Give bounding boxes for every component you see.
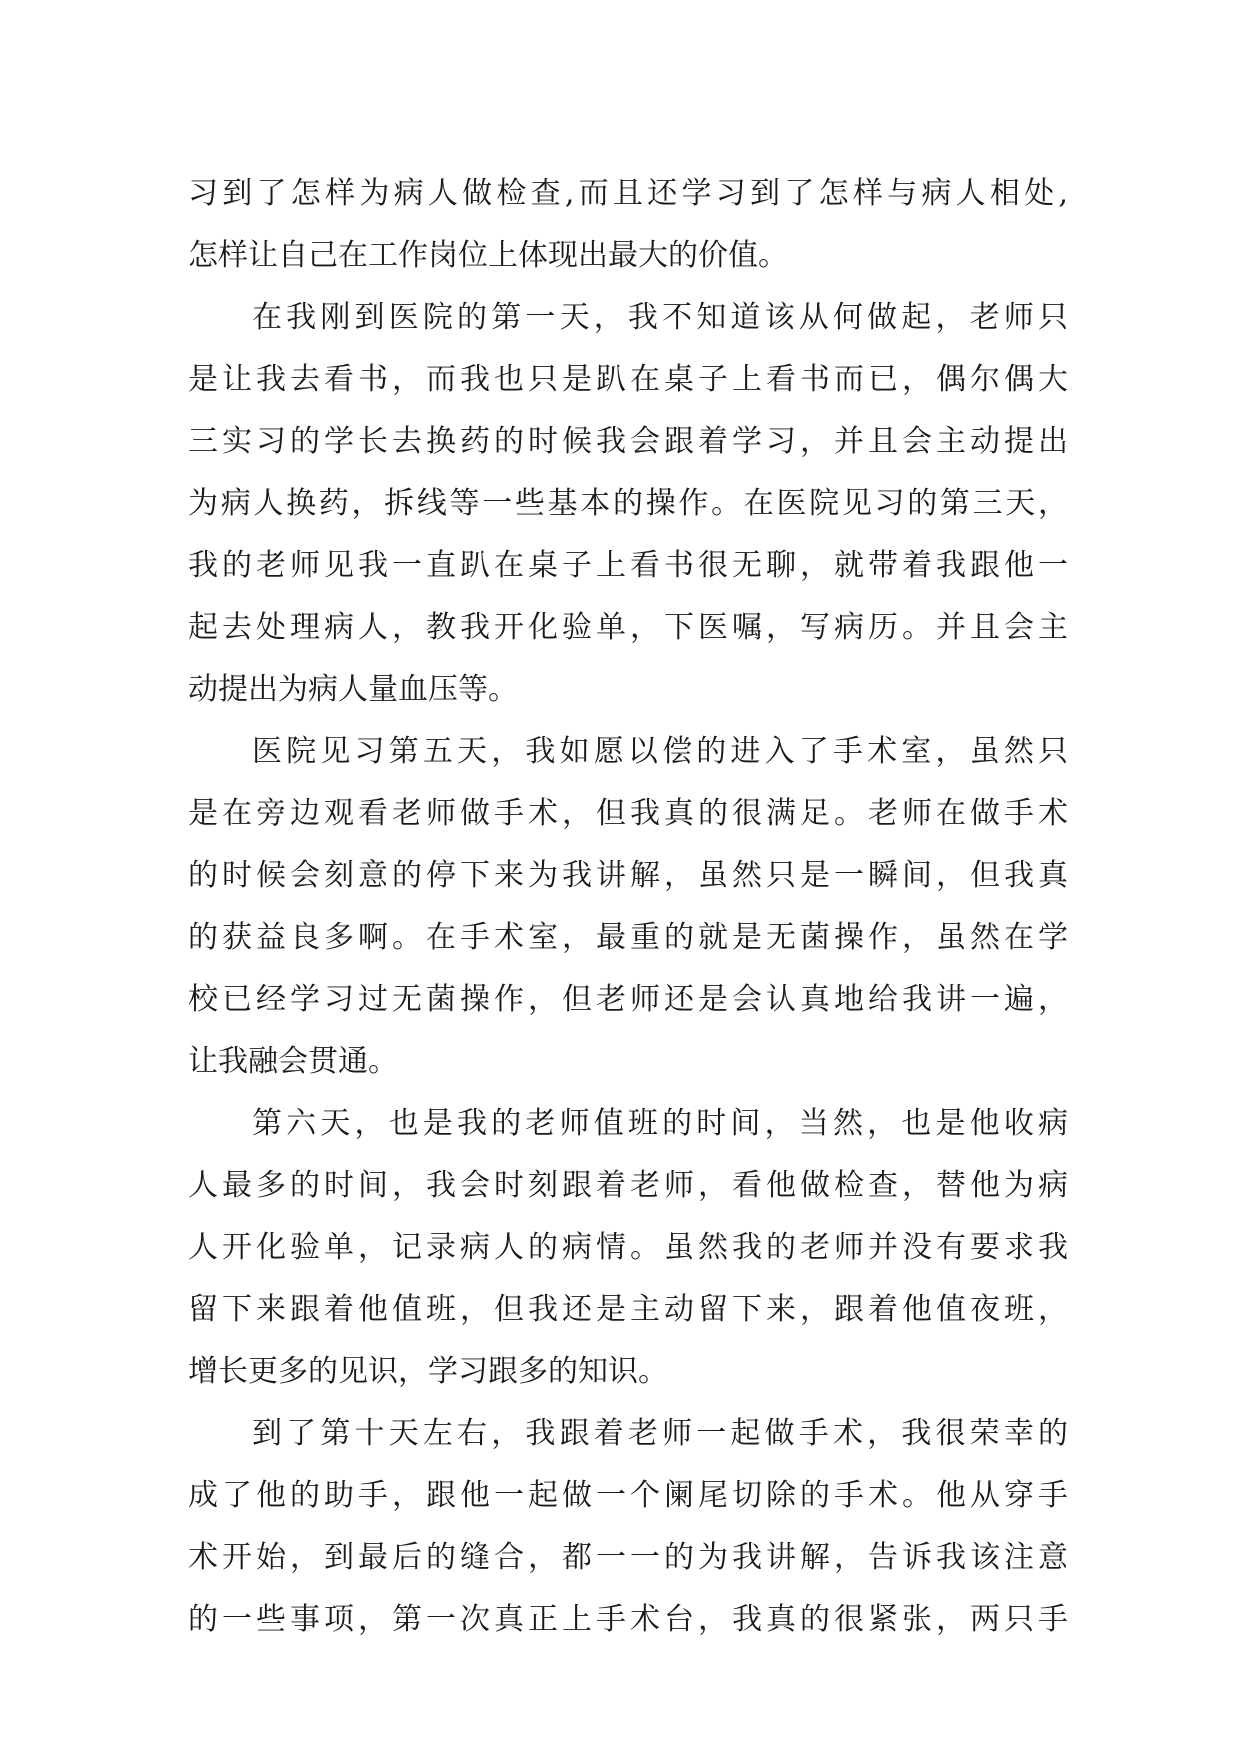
text-line: 起去处理病人，教我开化验单，下医嘱，写病历。并且会主 — [188, 610, 1068, 645]
text-line: 三实习的学长去换药的时候我会跟着学习，并且会主动提出 — [188, 424, 1068, 459]
body-text — [188, 163, 1068, 1651]
text-line: 增长更多的见识，学习跟多的知识。 — [188, 1354, 668, 1389]
text-line: 是在旁边观看老师做手术，但我真的很满足。老师在做手术 — [188, 796, 1068, 831]
text-line: 的获益良多啊。在手术室，最重的就是无菌操作，虽然在学 — [188, 920, 1068, 955]
paragraph-first-line: 第六天，也是我的老师值班的时间，当然，也是他收病 — [252, 1106, 1068, 1141]
text-line: 留下来跟着他值班，但我还是主动留下来，跟着他值夜班， — [188, 1292, 1068, 1327]
paragraph-first-line: 医院见习第五天，我如愿以偿的进入了手术室，虽然只 — [252, 734, 1068, 769]
text-line: 我的老师见我一直趴在桌子上看书很无聊，就带着我跟他一 — [188, 548, 1068, 583]
text-line: 习到了怎样为病人做检查,而且还学习到了怎样与病人相处, — [188, 176, 1068, 211]
paragraph-first-line: 到了第十天左右，我跟着老师一起做手术，我很荣幸的 — [252, 1416, 1068, 1451]
text-line: 动提出为病人量血压等。 — [188, 672, 518, 707]
text-line: 的时候会刻意的停下来为我讲解，虽然只是一瞬间，但我真 — [188, 858, 1068, 893]
text-line: 校已经学习过无菌操作，但老师还是会认真地给我讲一遍， — [188, 982, 1068, 1017]
text-line: 人开化验单，记录病人的病情。虽然我的老师并没有要求我 — [188, 1230, 1068, 1265]
text-line: 人最多的时间，我会时刻跟着老师，看他做检查，替他为病 — [188, 1168, 1068, 1203]
text-line: 为病人换药，拆线等一些基本的操作。在医院见习的第三天， — [188, 486, 1068, 521]
text-line: 的一些事项，第一次真正上手术台，我真的很紧张，两只手 — [188, 1602, 1068, 1637]
text-line: 是让我去看书，而我也只是趴在桌子上看书而已，偶尔偶大 — [188, 362, 1068, 397]
text-line: 让我融会贯通。 — [188, 1044, 398, 1079]
paragraph-first-line: 在我刚到医院的第一天，我不知道该从何做起，老师只 — [252, 300, 1068, 335]
text-line: 术开始，到最后的缝合，都一一的为我讲解，告诉我该注意 — [188, 1540, 1068, 1575]
text-line: 怎样让自己在工作岗位上体现出最大的价值。 — [188, 238, 788, 273]
text-line: 成了他的助手，跟他一起做一个阑尾切除的手术。他从穿手 — [188, 1478, 1068, 1513]
